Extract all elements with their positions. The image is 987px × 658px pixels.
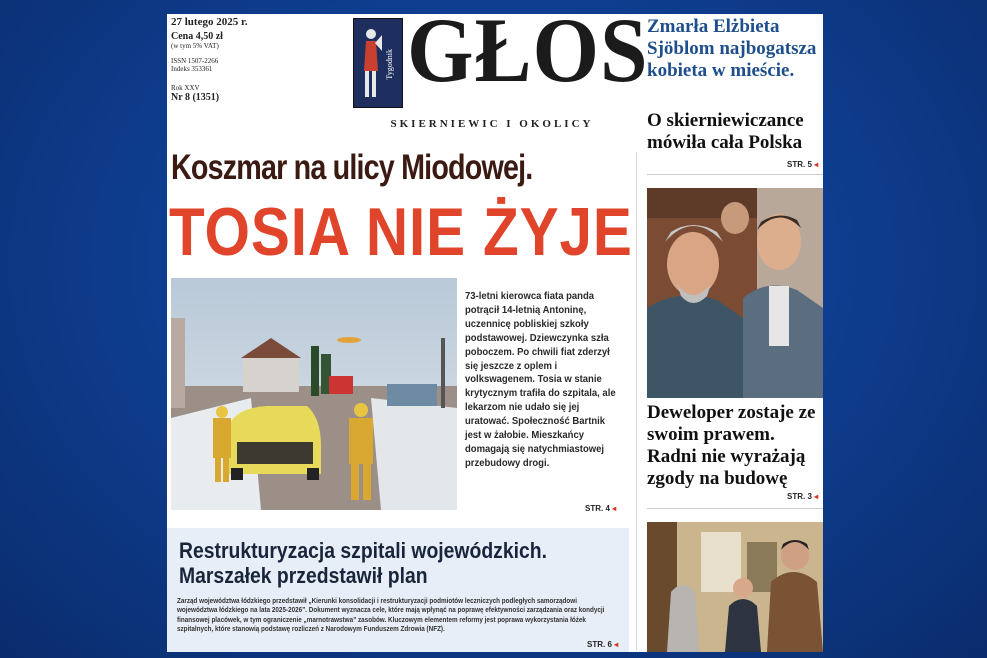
newspaper-subtitle: SKIERNIEWIC I OKOLICY (390, 118, 594, 130)
side-story-1-headline: Zmarła Elżbieta Sjöblom najbogatsza kobieta w mieście. (647, 16, 817, 81)
column-divider (636, 152, 637, 650)
clinic-photo (647, 522, 823, 652)
bottom-page-ref[interactable]: STR. 6 ◂ (587, 640, 619, 649)
main-story-body: 73-letni kierowca fiata panda potrącił 14-letnią Antoninę, uczennicę pobliskiej szkoły podstawowej. Dziewczynka szła poboczem. Po chwili fiat zderzył się jeszcze z oplem i volkswagenem. Tosia w stanie krytycznym trafiła do szpitala, ale lekarzom nie udało się jej uratować. Społeczność Bartnik jest w żałobie. Mieszkańcy domagają się natychmiastowej przebudowy drogi. (465, 291, 616, 469)
divider (647, 174, 823, 175)
divider (647, 508, 823, 509)
vat-note: (w tym 5% VAT) (171, 42, 219, 50)
index-number: Indeks 353361 (171, 65, 213, 73)
bottom-story (167, 528, 629, 652)
main-page-ref[interactable]: STR. 4 ◂ (585, 504, 617, 513)
masthead-meta (171, 16, 248, 103)
bottom-headline: Restrukturyzacja szpitali wojewódzkich. Marszałek przedstawił plan (179, 538, 547, 588)
newspaper-title: GŁOS (407, 14, 649, 101)
side-2-page-ref[interactable]: STR. 3 ◂ (787, 492, 819, 501)
main-kicker: Koszmar na ulicy Miodowej. (171, 148, 533, 187)
town-crier-logo (353, 18, 403, 108)
side-story-1-subhead: O skierniewiczance mówiła cała Polska (647, 110, 804, 153)
price: Cena 4,50 zł (171, 31, 223, 42)
side-1-page-ref[interactable]: STR. 5 ◂ (787, 160, 819, 169)
logo-badge-text: Tygodnik (385, 49, 394, 80)
issue-date: 27 lutego 2025 r. (171, 16, 248, 28)
accident-photo (171, 278, 457, 510)
issue-number: Nr 8 (1351) (171, 92, 220, 103)
newspaper-cover (167, 14, 823, 652)
main-headline: TOSIA NIE ŻYJE (169, 194, 633, 270)
town-crier-icon (360, 25, 382, 101)
volume-year: Rok XXV (171, 84, 200, 92)
issn: ISSN 1507-2266 (171, 57, 219, 65)
side-story-2-headline: Deweloper zostaje ze swoim prawem. Radni nie wyrażają zgody na budowę (647, 402, 816, 489)
council-meeting-photo (647, 188, 823, 398)
bottom-story-body: Zarząd województwa łódzkiego przedstawił „Kierunki konsolidacji i restrukturyzacji podmiotów leczniczych podległych samorządowi województwa łódzkiego na lata 2025-2026”. Dokument wyznacza cele, które mają wpłynąć na poprawę efektywności zarządzania oraz kondycji finansowej placówek, w tym ograniczenie „marnotrawstwa” zasobów. Kluczowym elementem reformy jest poprawa wykorzystania łóżek szpitalnych, które stanowią podstawę rozliczeń z Narodowym Funduszem Zdrowia (NFZ). (177, 596, 605, 634)
